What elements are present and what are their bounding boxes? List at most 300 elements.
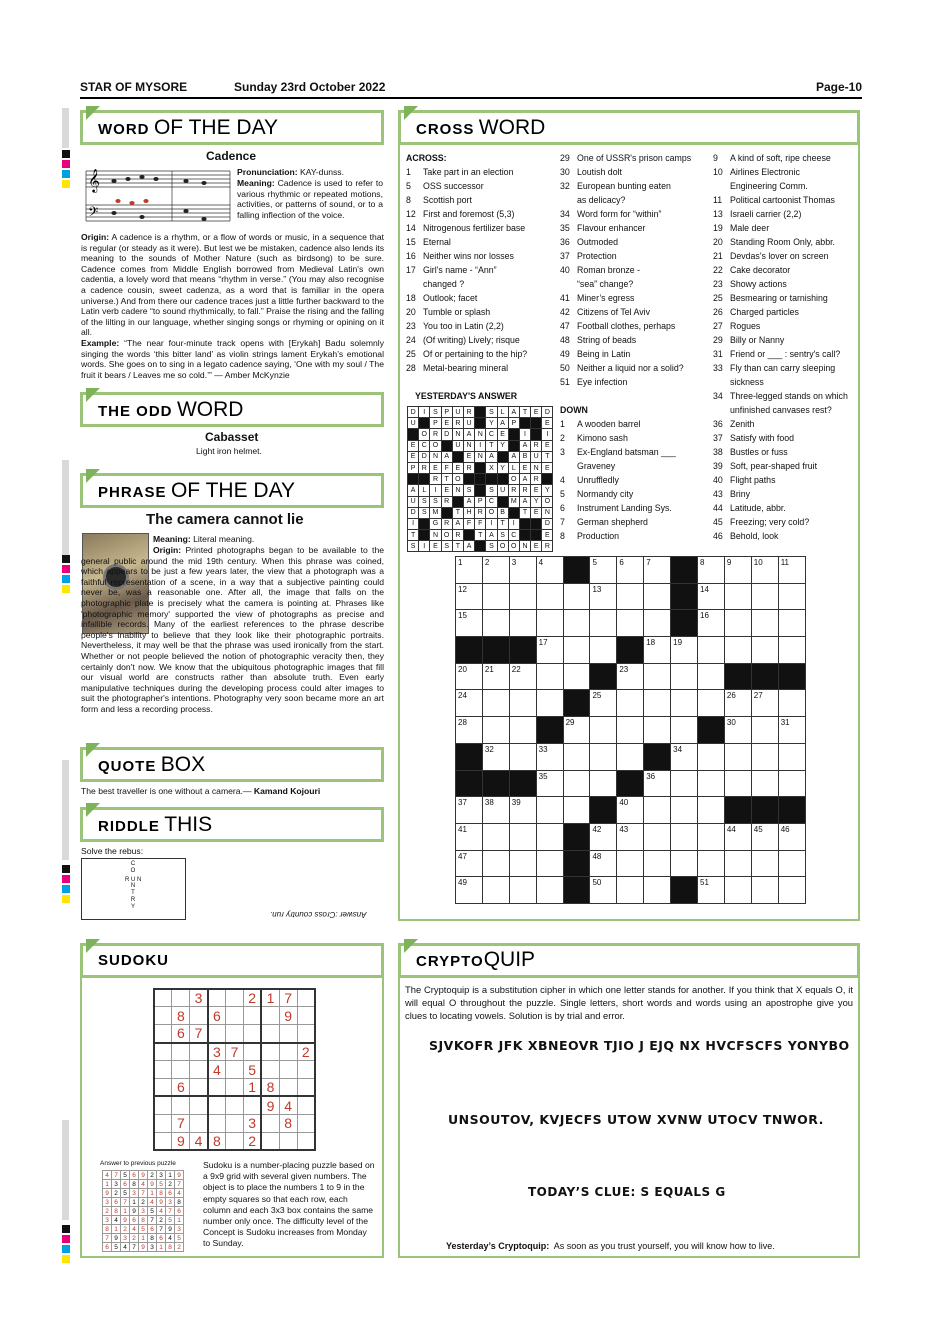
grid-cell[interactable]: [724, 850, 751, 877]
riddle-prompt: Solve the rebus:: [81, 846, 144, 856]
sudoku-cell[interactable]: [172, 1061, 190, 1079]
clue-number: 8: [406, 195, 411, 205]
grid-cell[interactable]: [563, 610, 590, 637]
grid-cell[interactable]: 37: [456, 797, 483, 824]
grid-cell[interactable]: [590, 637, 617, 664]
music-notation-illustration: [82, 165, 232, 227]
grid-cell[interactable]: [563, 770, 590, 797]
answer-cell: T: [441, 474, 452, 485]
sudoku-cell[interactable]: [154, 1025, 172, 1043]
answer-cell: [408, 429, 419, 440]
answer-cell: 6: [130, 1171, 139, 1180]
sudoku-cell[interactable]: [261, 1025, 279, 1043]
sudoku-cell[interactable]: [279, 1132, 297, 1150]
sudoku-cell[interactable]: [154, 1078, 172, 1096]
sudoku-cell[interactable]: [154, 1007, 172, 1025]
answer-cell: D: [542, 407, 553, 418]
grid-cell[interactable]: [482, 823, 509, 850]
sudoku-cell[interactable]: [297, 1132, 315, 1150]
grid-cell[interactable]: [778, 770, 805, 797]
sudoku-cell[interactable]: [226, 989, 244, 1007]
sudoku-cell[interactable]: [172, 1096, 190, 1114]
grid-cell[interactable]: [590, 770, 617, 797]
crossword-grid[interactable]: [455, 556, 806, 904]
sudoku-cell[interactable]: [154, 1096, 172, 1114]
answer-cell: I: [430, 485, 441, 496]
grid-cell[interactable]: [751, 743, 778, 770]
grid-cell[interactable]: 15: [456, 610, 483, 637]
answer-cell: A: [486, 530, 497, 541]
grid-cell[interactable]: [617, 583, 644, 610]
grid-cell[interactable]: 47: [456, 850, 483, 877]
answer-cell: P: [508, 418, 519, 429]
color-mark: [62, 1225, 70, 1233]
grid-cell[interactable]: 49: [456, 877, 483, 904]
grid-cell[interactable]: [751, 637, 778, 664]
grid-cell[interactable]: 50: [590, 877, 617, 904]
answer-cell: I: [486, 518, 497, 529]
sudoku-cell: 9: [279, 1007, 297, 1025]
answer-cell: E: [463, 451, 474, 462]
grid-cell: [778, 663, 805, 690]
answer-cell: T: [452, 507, 463, 518]
grid-cell[interactable]: [617, 743, 644, 770]
sudoku-cell[interactable]: [243, 1025, 261, 1043]
grid-cell[interactable]: [698, 823, 725, 850]
sudoku-cell[interactable]: [190, 1096, 208, 1114]
yesterday-cryptoquip: Yesterday’s Cryptoquip: As soon as you trust yourself, you will know how to live.: [446, 1241, 775, 1251]
clue-number: 45: [713, 517, 723, 527]
grid-cell[interactable]: [724, 583, 751, 610]
grid-cell[interactable]: 30: [724, 717, 751, 744]
grid-cell[interactable]: 13: [590, 583, 617, 610]
answer-cell: [463, 474, 474, 485]
grid-cell[interactable]: [536, 610, 563, 637]
yesterday-answer-label: YESTERDAY'S ANSWER: [415, 391, 518, 401]
grid-cell[interactable]: [644, 823, 671, 850]
clue-number: 50: [560, 363, 570, 373]
sudoku-cell[interactable]: [297, 1096, 315, 1114]
grid-cell[interactable]: [751, 583, 778, 610]
grid-cell[interactable]: [644, 610, 671, 637]
sudoku-cell[interactable]: [208, 1114, 226, 1132]
grid-cell[interactable]: 39: [509, 797, 536, 824]
answer-cell: A: [508, 451, 519, 462]
sudoku-cell[interactable]: [226, 1114, 244, 1132]
grid-cell[interactable]: 12: [456, 583, 483, 610]
answer-cell: [475, 462, 486, 473]
grid-cell[interactable]: 10: [751, 557, 778, 584]
grid-cell[interactable]: 1: [456, 557, 483, 584]
sudoku-cell[interactable]: [226, 1096, 244, 1114]
sudoku-cell[interactable]: [208, 989, 226, 1007]
grid-cell[interactable]: [671, 717, 698, 744]
sudoku-grid[interactable]: [153, 988, 316, 1151]
grid-cell[interactable]: [724, 637, 751, 664]
grid-cell[interactable]: [751, 877, 778, 904]
grid-cell[interactable]: [536, 877, 563, 904]
sudoku-cell[interactable]: [172, 1043, 190, 1061]
sudoku-cell[interactable]: [154, 1132, 172, 1150]
grid-cell[interactable]: 14: [698, 583, 725, 610]
grid-cell[interactable]: [482, 690, 509, 717]
grid-cell: [482, 637, 509, 664]
sudoku-cell[interactable]: [261, 1061, 279, 1079]
sudoku-cell[interactable]: [297, 1025, 315, 1043]
grid-cell[interactable]: 32: [482, 743, 509, 770]
sudoku-cell[interactable]: [279, 1078, 297, 1096]
sudoku-cell[interactable]: [261, 1132, 279, 1150]
grid-cell[interactable]: [509, 743, 536, 770]
clue-number: 31: [713, 349, 723, 359]
grid-cell[interactable]: [698, 797, 725, 824]
grid-cell[interactable]: [644, 850, 671, 877]
sudoku-cell[interactable]: [208, 1078, 226, 1096]
sudoku-cell[interactable]: [261, 1007, 279, 1025]
grid-cell[interactable]: [778, 743, 805, 770]
answer-cell: 7: [103, 1234, 112, 1243]
sudoku-cell[interactable]: [154, 1114, 172, 1132]
answer-cell: D: [408, 507, 419, 518]
grid-cell[interactable]: [671, 823, 698, 850]
issue-date: Sunday 23rd October 2022: [234, 80, 386, 94]
clue: [560, 165, 691, 179]
answer-cell: D: [408, 407, 419, 418]
grid-cell[interactable]: 31: [778, 717, 805, 744]
sudoku-cell[interactable]: [226, 1132, 244, 1150]
grid-cell[interactable]: 23: [617, 663, 644, 690]
grid-cell[interactable]: 9: [724, 557, 751, 584]
grid-cell[interactable]: [482, 717, 509, 744]
grid-cell[interactable]: [751, 770, 778, 797]
sudoku-cell[interactable]: [279, 1043, 297, 1061]
clue-number: 36: [560, 237, 570, 247]
answer-cell: X: [486, 462, 497, 473]
sudoku-cell[interactable]: [279, 1025, 297, 1043]
sudoku-cell[interactable]: [297, 1114, 315, 1132]
sudoku-cell[interactable]: [226, 1025, 244, 1043]
clue: [406, 221, 527, 235]
grid-cell[interactable]: [617, 717, 644, 744]
grid-cell[interactable]: [509, 877, 536, 904]
grid-cell[interactable]: 45: [751, 823, 778, 850]
answer-cell: S: [419, 507, 430, 518]
grid-cell[interactable]: 16: [698, 610, 725, 637]
sudoku-cell: 5: [243, 1061, 261, 1079]
answer-cell: 6: [166, 1189, 175, 1198]
answer-cell: S: [441, 541, 452, 552]
grid-cell[interactable]: 3: [509, 557, 536, 584]
grid-cell[interactable]: [590, 717, 617, 744]
grid-cell[interactable]: [536, 850, 563, 877]
grid-cell[interactable]: 8: [698, 557, 725, 584]
clue: [713, 445, 848, 459]
answer-cell: U: [452, 407, 463, 418]
grid-cell[interactable]: 29: [563, 717, 590, 744]
grid-cell[interactable]: 20: [456, 663, 483, 690]
clue-text: Metal-bearing mineral: [423, 363, 509, 373]
sudoku-cell[interactable]: [190, 1078, 208, 1096]
sudoku-cell[interactable]: [172, 989, 190, 1007]
grid-cell[interactable]: 17: [536, 637, 563, 664]
answer-cell: 5: [112, 1243, 121, 1252]
answer-cell: C: [486, 429, 497, 440]
grid-cell[interactable]: [671, 690, 698, 717]
grid-cell[interactable]: 18: [644, 637, 671, 664]
sudoku-cell[interactable]: [190, 1043, 208, 1061]
grid-cell[interactable]: 26: [724, 690, 751, 717]
sudoku-cell[interactable]: [226, 1078, 244, 1096]
grid-cell[interactable]: [671, 797, 698, 824]
grid-cell[interactable]: [778, 850, 805, 877]
sudoku-cell: 6: [172, 1025, 190, 1043]
sudoku-cell[interactable]: [154, 989, 172, 1007]
sudoku-cell[interactable]: [190, 1114, 208, 1132]
clue-number: 51: [560, 377, 570, 387]
sudoku-cell: 9: [261, 1096, 279, 1114]
grid-cell[interactable]: [536, 823, 563, 850]
grid-cell[interactable]: 40: [617, 797, 644, 824]
clue-text: Airlines Electronic: [730, 167, 800, 177]
grid-cell[interactable]: 24: [456, 690, 483, 717]
grid-cell[interactable]: 19: [671, 637, 698, 664]
answer-cell: O: [542, 496, 553, 507]
answer-cell: 6: [148, 1225, 157, 1234]
grid-cell[interactable]: [778, 877, 805, 904]
grid-cell[interactable]: [590, 743, 617, 770]
grid-cell[interactable]: 38: [482, 797, 509, 824]
grid-cell[interactable]: [644, 690, 671, 717]
answer-cell: [452, 451, 463, 462]
grid-cell[interactable]: [563, 663, 590, 690]
clue-number: 42: [560, 307, 570, 317]
answer-cell: 7: [157, 1225, 166, 1234]
grid-cell[interactable]: [644, 797, 671, 824]
answer-cell: E: [531, 507, 542, 518]
grid-cell[interactable]: [482, 850, 509, 877]
answer-cell: [452, 496, 463, 507]
sudoku-cell[interactable]: [190, 1007, 208, 1025]
clue-number: 27: [713, 321, 723, 331]
grid-cell[interactable]: [617, 610, 644, 637]
answer-cell: 3: [112, 1180, 121, 1189]
grid-cell[interactable]: [509, 850, 536, 877]
grid-cell[interactable]: [536, 797, 563, 824]
sudoku-cell: 3: [190, 989, 208, 1007]
answer-cell: C: [508, 530, 519, 541]
clue-text: Neither wins nor losses: [423, 251, 514, 261]
grid-cell[interactable]: 43: [617, 823, 644, 850]
clue: [560, 291, 691, 305]
quote-text: The best traveller is one without a camera.— Kamand Kojouri: [81, 786, 321, 796]
grid-cell[interactable]: [536, 663, 563, 690]
grid-cell[interactable]: [724, 770, 751, 797]
grid-cell[interactable]: [617, 877, 644, 904]
answer-cell: E: [542, 462, 553, 473]
sudoku-cell[interactable]: [297, 989, 315, 1007]
grid-cell[interactable]: 34: [671, 743, 698, 770]
grid-cell[interactable]: [482, 610, 509, 637]
grid-cell[interactable]: 41: [456, 823, 483, 850]
grid-cell[interactable]: [698, 637, 725, 664]
answer-cell: R: [441, 518, 452, 529]
answer-cell: [475, 407, 486, 418]
grid-cell[interactable]: 25: [590, 690, 617, 717]
sudoku-cell[interactable]: [297, 1061, 315, 1079]
answer-cell: 6: [103, 1243, 112, 1252]
grid-cell[interactable]: 46: [778, 823, 805, 850]
clue-text: Rogues: [730, 321, 761, 331]
grid-cell[interactable]: [617, 850, 644, 877]
sudoku-cell[interactable]: [226, 1061, 244, 1079]
grid-cell[interactable]: [644, 583, 671, 610]
grid-cell[interactable]: [644, 877, 671, 904]
grid-cell[interactable]: [671, 850, 698, 877]
clue-number: 29: [713, 335, 723, 345]
answer-cell: 6: [130, 1216, 139, 1225]
grid-cell[interactable]: [482, 583, 509, 610]
sudoku-cell[interactable]: [226, 1007, 244, 1025]
clue-text: Flavour enhancer: [577, 223, 646, 233]
grid-cell[interactable]: [617, 690, 644, 717]
sudoku-cell: 2: [297, 1043, 315, 1061]
grid-cell[interactable]: 42: [590, 823, 617, 850]
answer-cell: B: [497, 507, 508, 518]
sudoku-cell[interactable]: [154, 1061, 172, 1079]
answer-cell: S: [486, 541, 497, 552]
grid-cell[interactable]: 36: [644, 770, 671, 797]
clue: [406, 207, 527, 221]
grid-cell[interactable]: [778, 637, 805, 664]
grid-cell[interactable]: 21: [482, 663, 509, 690]
grid-cell[interactable]: 22: [509, 663, 536, 690]
clue-text: String of beads: [577, 335, 637, 345]
grid-cell[interactable]: [751, 610, 778, 637]
grid-cell[interactable]: [509, 823, 536, 850]
grid-cell[interactable]: [509, 583, 536, 610]
answer-cell: 5: [175, 1234, 184, 1243]
answer-cell: U: [452, 440, 463, 451]
grid-cell[interactable]: [778, 610, 805, 637]
answer-cell: 4: [139, 1180, 148, 1189]
answer-cell: 3: [103, 1198, 112, 1207]
answer-cell: [531, 518, 542, 529]
sudoku-cell: 3: [243, 1114, 261, 1132]
grid-cell[interactable]: 6: [617, 557, 644, 584]
grid-cell[interactable]: [778, 690, 805, 717]
grid-cell[interactable]: 4: [536, 557, 563, 584]
sudoku-cell[interactable]: [208, 1096, 226, 1114]
clue-number: 25: [713, 293, 723, 303]
grid-cell[interactable]: [536, 690, 563, 717]
clue-number: 11: [713, 195, 723, 205]
grid-cell[interactable]: [482, 877, 509, 904]
clue: [560, 347, 691, 361]
answer-cell: G: [430, 518, 441, 529]
grid-cell[interactable]: [671, 663, 698, 690]
sudoku-cell[interactable]: [154, 1043, 172, 1061]
grid-cell[interactable]: 11: [778, 557, 805, 584]
grid-cell[interactable]: 28: [456, 717, 483, 744]
grid-cell[interactable]: [698, 743, 725, 770]
grid-cell[interactable]: 48: [590, 850, 617, 877]
sudoku-cell: 6: [208, 1007, 226, 1025]
answer-cell: E: [430, 541, 441, 552]
grid-cell[interactable]: [698, 770, 725, 797]
sudoku-cell[interactable]: [243, 1096, 261, 1114]
grid-cell[interactable]: [671, 770, 698, 797]
text-wrap-spacer: [9, 545, 81, 630]
grid-cell[interactable]: [590, 610, 617, 637]
sudoku-cell[interactable]: [190, 1061, 208, 1079]
grid-cell[interactable]: [563, 637, 590, 664]
grid-cell[interactable]: [751, 850, 778, 877]
grid-cell: [563, 823, 590, 850]
clue: [713, 193, 848, 207]
grid-cell[interactable]: [698, 663, 725, 690]
answer-cell: [497, 474, 508, 485]
grid-cell[interactable]: [724, 743, 751, 770]
grid-cell[interactable]: 2: [482, 557, 509, 584]
sudoku-cell[interactable]: [297, 1007, 315, 1025]
grid-cell[interactable]: [563, 583, 590, 610]
sudoku-cell[interactable]: [243, 1043, 261, 1061]
sudoku-cell[interactable]: [243, 1007, 261, 1025]
grid-cell[interactable]: 27: [751, 690, 778, 717]
grid-cell[interactable]: [563, 797, 590, 824]
answer-cell: O: [486, 507, 497, 518]
grid-cell[interactable]: 33: [536, 743, 563, 770]
answer-cell: [508, 429, 519, 440]
grid-cell[interactable]: 44: [724, 823, 751, 850]
clue: [560, 529, 676, 543]
grid-cell[interactable]: [509, 610, 536, 637]
answer-cell: T: [486, 440, 497, 451]
grid-cell[interactable]: 5: [590, 557, 617, 584]
clue-number: 40: [713, 475, 723, 485]
grid-cell[interactable]: [644, 717, 671, 744]
answer-cell: E: [408, 440, 419, 451]
cryptoquip-title: CRYPTOQUIP: [416, 948, 536, 971]
grid-cell[interactable]: [509, 717, 536, 744]
grid-cell[interactable]: [698, 850, 725, 877]
clue: [560, 431, 676, 445]
sudoku-cell: 9: [172, 1132, 190, 1150]
grid-cell[interactable]: [536, 583, 563, 610]
grid-cell[interactable]: [724, 877, 751, 904]
clue-number: 37: [713, 433, 723, 443]
grid-cell: [671, 557, 698, 584]
answer-cell: 3: [148, 1243, 157, 1252]
grid-cell[interactable]: [778, 583, 805, 610]
sudoku-cell[interactable]: [208, 1025, 226, 1043]
grid-cell[interactable]: 35: [536, 770, 563, 797]
sudoku-cell[interactable]: [261, 1114, 279, 1132]
grid-cell[interactable]: [698, 690, 725, 717]
answer-cell: N: [475, 451, 486, 462]
grid-cell[interactable]: [751, 717, 778, 744]
grid-cell[interactable]: [644, 663, 671, 690]
crossword-title: CROSS WORD: [416, 116, 546, 139]
grid-cell[interactable]: 51: [698, 877, 725, 904]
sudoku-cell[interactable]: [261, 1043, 279, 1061]
grid-cell[interactable]: [509, 690, 536, 717]
sudoku-cell[interactable]: [279, 1061, 297, 1079]
grid-cell[interactable]: [563, 743, 590, 770]
grid-cell[interactable]: [724, 610, 751, 637]
sudoku-cell[interactable]: [297, 1078, 315, 1096]
grid-cell[interactable]: 7: [644, 557, 671, 584]
